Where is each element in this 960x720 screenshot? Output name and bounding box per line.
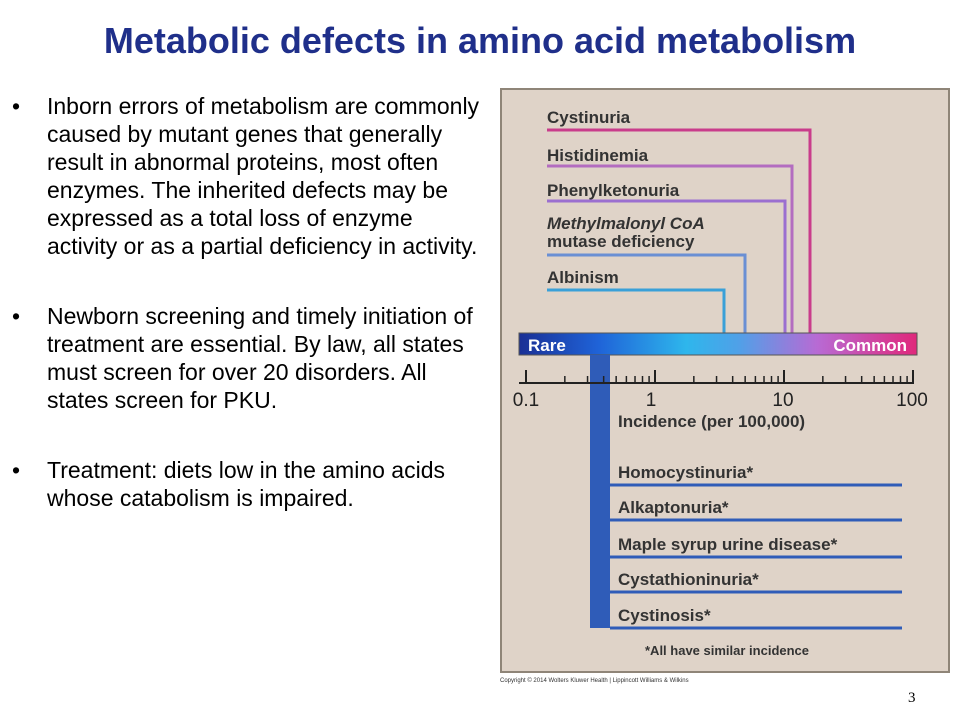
- incidence-diagram: [502, 90, 952, 675]
- label-cystinosis: Cystinosis*: [618, 606, 711, 625]
- lower-group-stem: [590, 355, 610, 628]
- bullet-item: [10, 92, 480, 260]
- bullet-dot: •: [12, 303, 21, 329]
- label-methylmalonyl-1: Methylmalonyl CoA: [547, 214, 705, 233]
- tick-label-1: 1: [645, 390, 657, 411]
- slide-title: Metabolic defects in amino acid metabolism: [103, 20, 857, 61]
- label-cystathioninuria: Cystathioninuria*: [618, 570, 759, 589]
- label-maple-syrup: Maple syrup urine disease*: [618, 535, 838, 554]
- label-homocystinuria: Homocystinuria*: [618, 463, 754, 482]
- bullet-list: [10, 92, 480, 554]
- bullet-text: Newborn screening and timely initiation of treatment are essential. By law, all states must screen for over 20 disorders. All states screen for PKU.: [47, 303, 473, 413]
- incidence-figure: [500, 88, 950, 673]
- scale-ticks: [526, 370, 913, 383]
- bullet-dot: •: [12, 93, 21, 119]
- tick-label-0-1: 0.1: [512, 390, 540, 411]
- page-number: 3: [908, 690, 916, 706]
- bullet-text: Treatment: diets low in the amino acids whose catabolism is impaired.: [47, 457, 445, 511]
- bullet-text: Inborn errors of metabolism are commonly caused by mutant genes that generally result in abnormal proteins, most often enzymes. The inherited defects may be expressed as a total loss of enzyme activity or as a partial deficiency in activity.: [47, 93, 480, 259]
- label-histidinemia: Histidinemia: [547, 146, 649, 165]
- line-methylmalonyl: [547, 255, 745, 333]
- bullet-item: [10, 302, 480, 414]
- label-methylmalonyl-2: mutase deficiency: [547, 232, 695, 251]
- bullet-dot: •: [12, 457, 21, 483]
- axis-label: Incidence (per 100,000): [618, 412, 806, 431]
- bullet-item: [10, 456, 480, 512]
- label-cystinuria: Cystinuria: [547, 108, 631, 127]
- tick-label-10: 10: [772, 390, 794, 411]
- footnote: *All have similar incidence: [645, 643, 810, 658]
- bar-label-rare: Rare: [528, 336, 566, 355]
- bar-label-common: Common: [833, 336, 907, 355]
- label-alkaptonuria: Alkaptonuria*: [618, 498, 729, 517]
- label-phenylketonuria: Phenylketonuria: [547, 181, 680, 200]
- tick-label-100: 100: [896, 390, 928, 411]
- copyright-note: Copyright © 2014 Wolters Kluwer Health | Lippincott Williams & Wilkins: [500, 678, 689, 684]
- line-albinism: [547, 290, 724, 333]
- label-albinism: Albinism: [547, 268, 619, 287]
